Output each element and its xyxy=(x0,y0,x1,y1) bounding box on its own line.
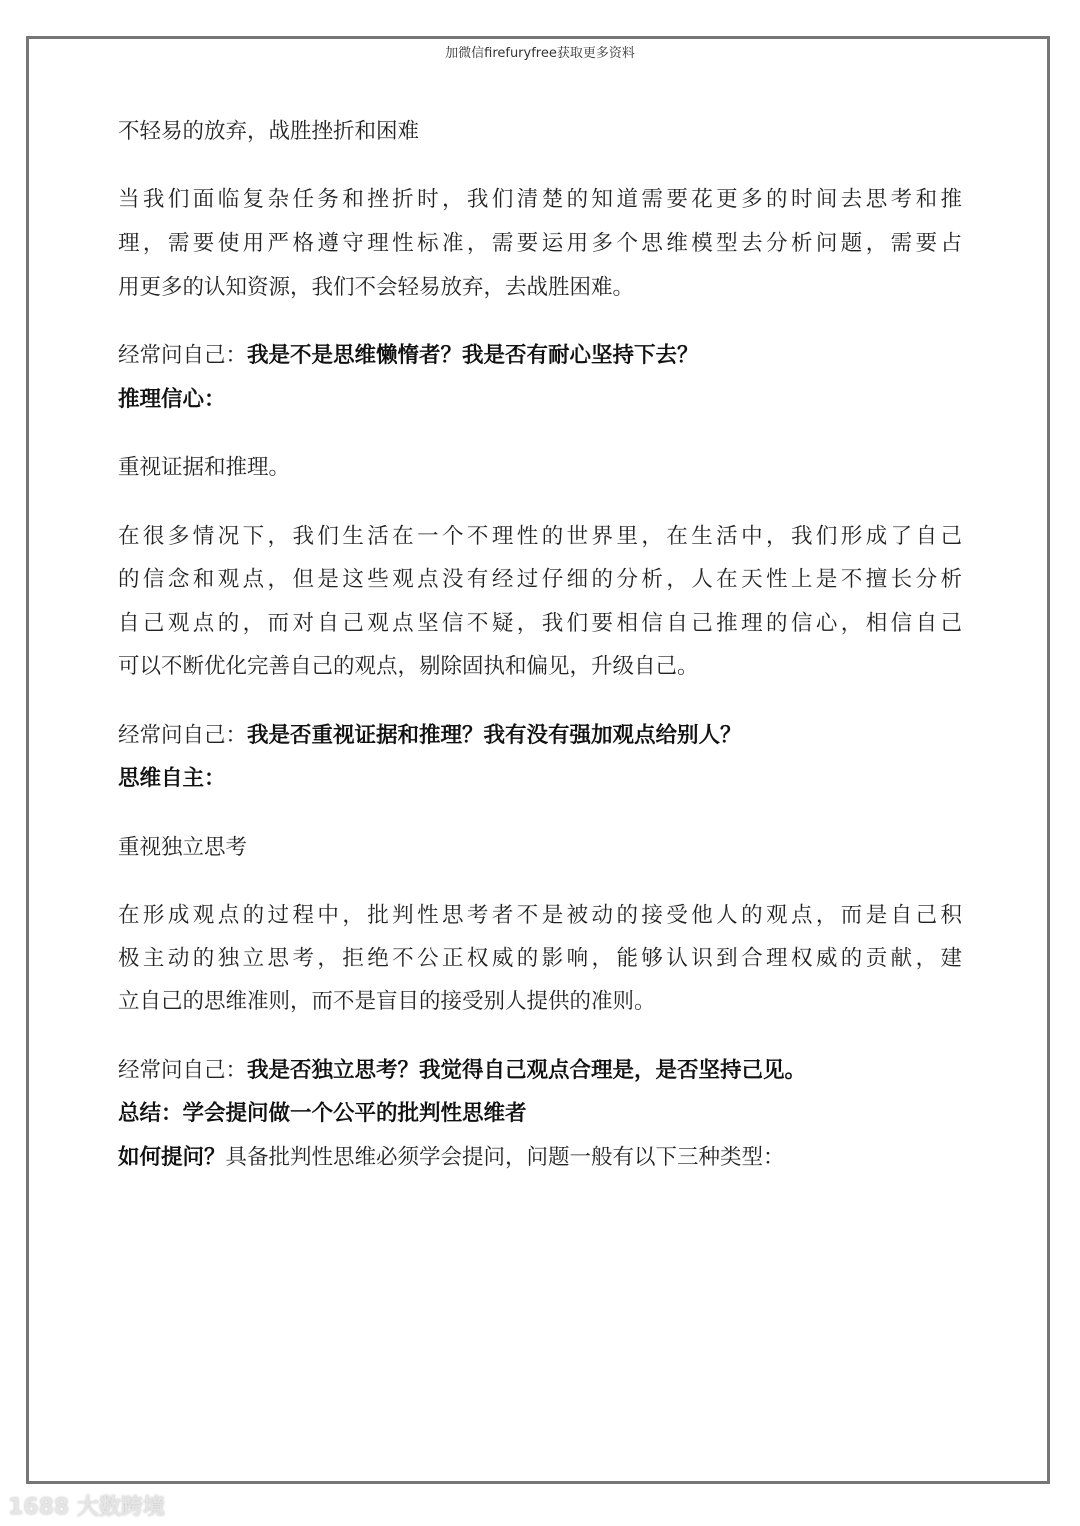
text-span: 用更多的认知资源，我们不会轻易放弃，去战胜困难。 xyxy=(118,275,635,300)
text-span: 不轻易的放弃，战胜挫折和困难 xyxy=(118,119,420,144)
text-span: 经常问自己： xyxy=(118,343,248,368)
text-line xyxy=(118,901,962,931)
text-span: 在很多情况下，我们生活在一个不理性的世界里，在生活中，我们形成了自己 xyxy=(118,524,962,549)
text-line xyxy=(118,273,962,303)
text-line xyxy=(118,1143,962,1173)
bold-text: 如何提问？ xyxy=(118,1145,226,1170)
text-span: 经常问自己： xyxy=(118,723,248,748)
bold-text: 我是不是思维懒惰者？我是否有耐心坚持下去？ xyxy=(247,343,699,368)
bold-text: 我是否重视证据和推理？我有没有强加观点给别人？ xyxy=(247,723,742,748)
text-span: 极主动的独立思考，拒绝不公正权威的影响，能够认识到合理权威的贡献，建 xyxy=(118,946,962,971)
text-line xyxy=(118,944,962,974)
text-span: 可以不断优化完善自己的观点，剔除固执和偏见，升级自己。 xyxy=(118,654,699,679)
text-span: 具备批判性思维必须学会提问，问题一般有以下三种类型： xyxy=(225,1145,785,1170)
text-span: 当我们面临复杂任务和挫折时，我们清楚的知道需要花更多的时间去思考和推 xyxy=(118,187,962,212)
bold-text: 推理信心： xyxy=(118,387,226,412)
text-span: 经常问自己： xyxy=(118,1058,248,1083)
text-line xyxy=(118,565,962,595)
text-line xyxy=(118,1099,962,1129)
text-line xyxy=(118,522,962,552)
bold-text: 我是否独立思考？我觉得自己观点合理是，是否坚持己见。 xyxy=(247,1058,807,1083)
page-header: 加微信firefuryfree获取更多资料 xyxy=(445,46,635,61)
text-line xyxy=(118,117,962,147)
text-line xyxy=(118,1056,962,1086)
text-span: 自己观点的，而对自己观点坚信不疑，我们要相信自己推理的信心，相信自己 xyxy=(118,611,962,636)
text-span: 立自己的思维准则，而不是盲目的接受别人提供的准则。 xyxy=(118,989,656,1014)
bold-text: 思维自主： xyxy=(118,766,226,791)
text-line xyxy=(118,453,962,483)
text-line xyxy=(118,721,962,751)
text-line xyxy=(118,341,962,371)
text-line xyxy=(118,652,962,682)
text-span: 的信念和观点，但是这些观点没有经过仔细的分析，人在天性上是不擅长分析 xyxy=(118,567,962,592)
text-span: 重视独立思考 xyxy=(118,835,248,860)
text-line xyxy=(118,385,962,415)
text-line xyxy=(118,185,962,215)
text-line xyxy=(118,987,962,1017)
text-span: 理，需要使用严格遵守理性标准，需要运用多个思维模型去分析问题，需要占 xyxy=(118,231,962,256)
text-span: 在形成观点的过程中，批判性思考者不是被动的接受他人的观点，而是自己积 xyxy=(118,903,962,928)
text-line xyxy=(118,833,962,863)
bold-text: 总结：学会提问做一个公平的批判性思维者 xyxy=(118,1101,527,1126)
text-line xyxy=(118,229,962,259)
text-span: 重视证据和推理。 xyxy=(118,455,291,480)
text-line xyxy=(118,609,962,639)
watermark-logo: 1688 大数跨境 xyxy=(8,1495,165,1520)
text-line xyxy=(118,764,962,794)
